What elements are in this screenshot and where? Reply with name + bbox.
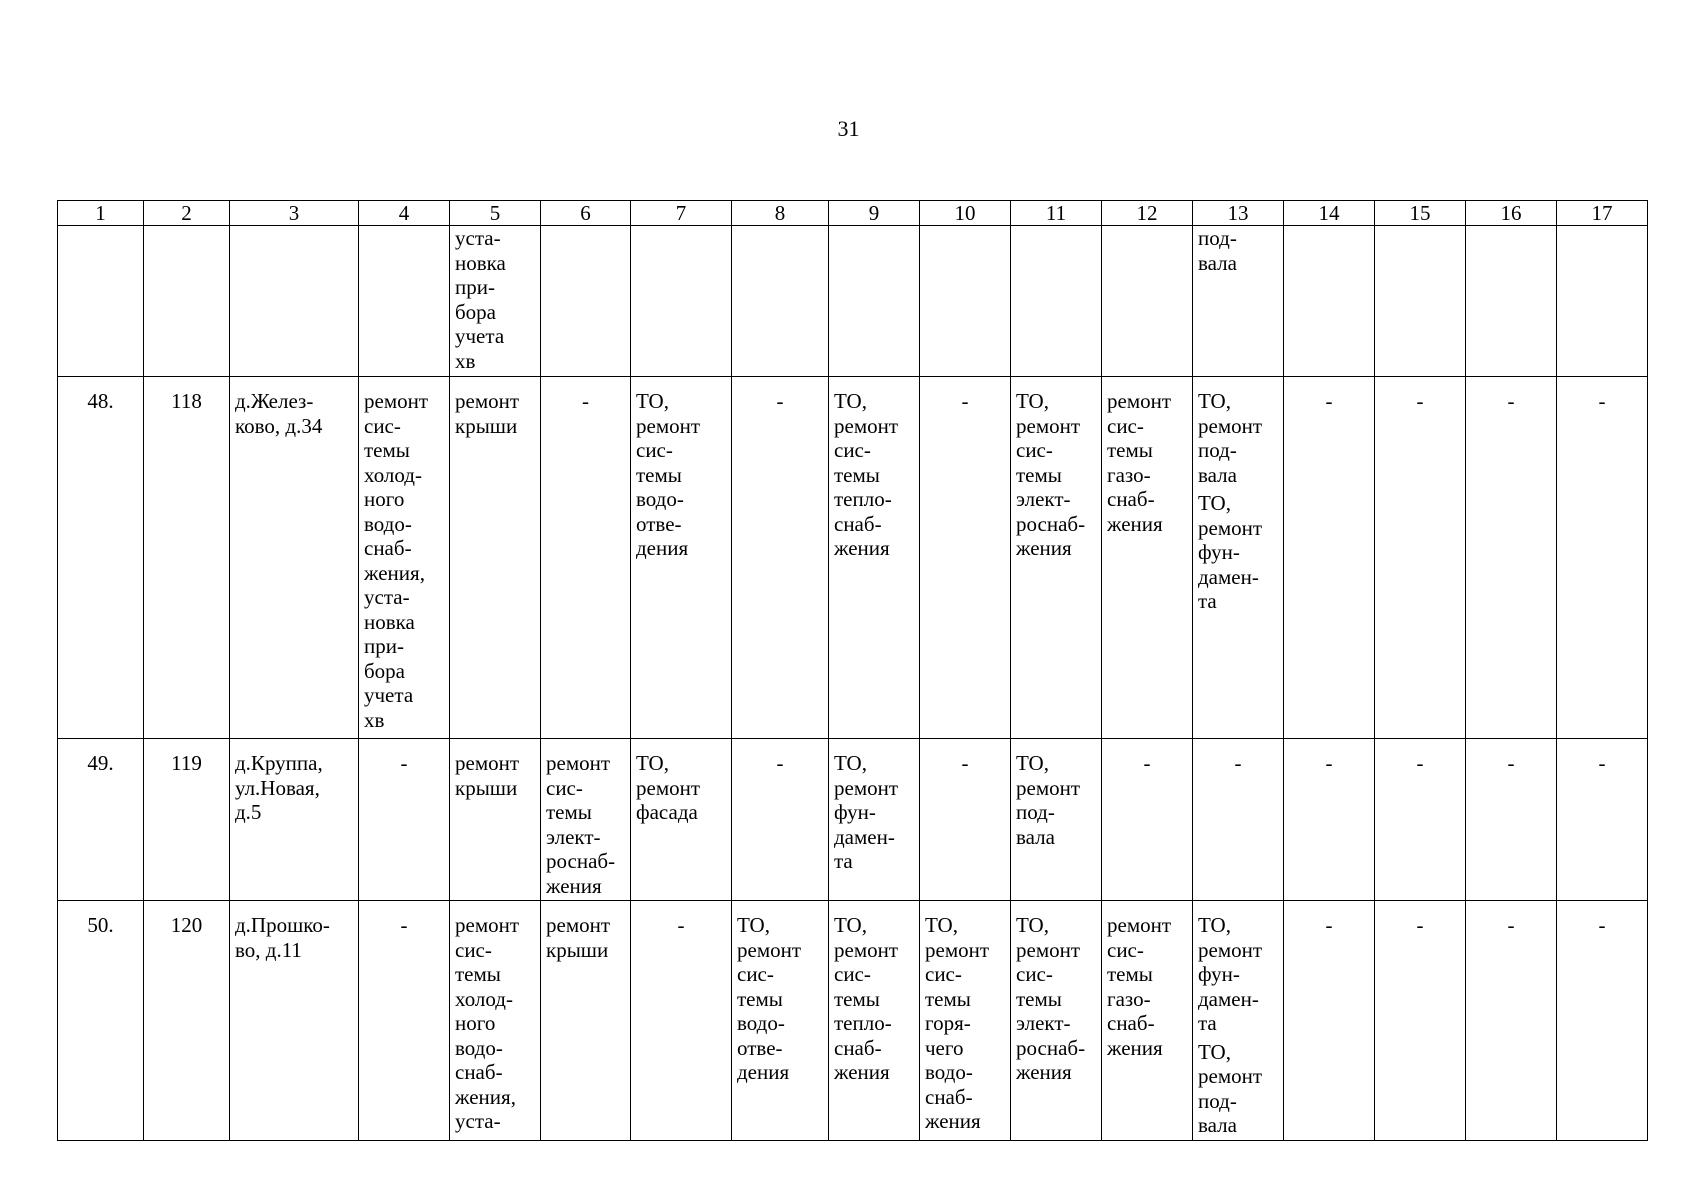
cell-line: учета <box>364 683 414 707</box>
column-number: 17 <box>1557 201 1648 226</box>
work-cell: - <box>920 739 1011 901</box>
work-cell <box>829 377 920 739</box>
cell-line: дамен- <box>834 824 895 849</box>
cell-line: ТО, <box>834 751 867 775</box>
cell-line: роснаб- <box>546 849 616 873</box>
work-cell <box>1011 377 1102 739</box>
cell-line: новка <box>455 250 506 275</box>
column-number: 6 <box>541 201 631 226</box>
cell-line: ТО, <box>1198 913 1231 937</box>
building-id-cell: 118 <box>144 377 230 739</box>
work-cell <box>1102 901 1193 1141</box>
cell-line: холод- <box>455 986 513 1011</box>
work-cell: - <box>1557 739 1648 901</box>
cell-line: ремонт <box>834 413 899 438</box>
cell-line: вала <box>1198 462 1237 487</box>
work-cell <box>541 739 631 901</box>
work-cell <box>631 739 732 901</box>
work-cell <box>541 901 631 1141</box>
cell-line: ремонт <box>546 913 611 937</box>
cell-line: снаб- <box>834 1035 882 1060</box>
work-cell <box>1011 739 1102 901</box>
cell-line: сис- <box>1016 438 1053 462</box>
cell-line: та <box>834 849 853 873</box>
work-cell <box>1011 901 1102 1141</box>
cell-line: жения <box>925 1109 981 1133</box>
cell-line: сис- <box>546 775 583 800</box>
cell-line: ТО, <box>1198 491 1231 515</box>
cell-line: элект- <box>1016 1011 1071 1035</box>
cell-line: дения <box>636 536 689 560</box>
work-cell <box>829 739 920 901</box>
cell-line: жения <box>1107 511 1163 536</box>
cell-line: элект- <box>546 824 601 849</box>
address-cell <box>230 901 359 1141</box>
work-cell <box>450 901 541 1141</box>
column-number: 12 <box>1102 201 1193 226</box>
cell-line: роснаб- <box>1016 511 1086 536</box>
work-cell <box>829 226 920 377</box>
cell-line: снаб- <box>834 511 882 536</box>
work-cell <box>631 377 732 739</box>
address-cell <box>230 226 359 377</box>
column-number: 11 <box>1011 201 1102 226</box>
cell-line: темы <box>925 986 971 1011</box>
cell-line: снаб- <box>364 536 412 560</box>
column-number: 14 <box>1284 201 1375 226</box>
work-cell: - <box>1466 739 1557 901</box>
cell-line: ремонт <box>1107 389 1172 413</box>
work-cell <box>450 377 541 739</box>
cell-line: водо- <box>925 1060 973 1084</box>
work-cell <box>450 739 541 901</box>
cell-line: сис- <box>364 413 401 438</box>
work-cell: - <box>1375 739 1466 901</box>
cell-line: чего <box>925 1035 964 1060</box>
cell-line: сис- <box>1107 413 1144 438</box>
cell-line: газо- <box>1107 986 1151 1011</box>
cell-line: отве- <box>737 1035 783 1060</box>
cell-line: роснаб- <box>1016 1035 1086 1060</box>
column-number: 4 <box>359 201 450 226</box>
column-number: 9 <box>829 201 920 226</box>
column-number: 1 <box>58 201 144 226</box>
cell-line: ремонт <box>925 937 990 962</box>
cell-line: темы <box>546 800 592 824</box>
cell-line: жения <box>546 873 602 898</box>
row-number-cell: 48. <box>58 377 144 739</box>
cell-line: при- <box>364 634 404 658</box>
cell-line: под- <box>1198 438 1237 462</box>
cell-line: при- <box>455 275 495 299</box>
cell-line: дамен- <box>1198 986 1259 1011</box>
cell-line: ремонт <box>834 937 899 962</box>
cell-line: ТО, <box>1016 751 1049 775</box>
work-cell: - <box>732 377 829 739</box>
work-cell: - <box>1284 901 1375 1141</box>
work-cell <box>1102 377 1193 739</box>
cell-line: ТО, <box>834 913 867 937</box>
cell-line: та <box>1198 589 1217 613</box>
page-number: 31 <box>837 116 860 141</box>
work-cell: - <box>1557 901 1648 1141</box>
cell-line: темы <box>1107 438 1153 462</box>
cell-line: под- <box>1016 800 1055 824</box>
cell-line: уста- <box>455 226 501 250</box>
cell-line: горя- <box>925 1011 971 1035</box>
work-cell <box>920 226 1011 377</box>
column-number: 2 <box>144 201 230 226</box>
row-number-cell <box>58 226 144 377</box>
table-row <box>58 377 1648 739</box>
cell-line: вала <box>1198 250 1237 275</box>
work-cell: - <box>1466 901 1557 1141</box>
cell-line: во, д.11 <box>235 937 302 962</box>
work-cell: - <box>1193 739 1284 901</box>
cell-line: жения <box>1016 536 1072 560</box>
cell-line: водо- <box>455 1035 503 1060</box>
work-cell <box>732 226 829 377</box>
table-row <box>58 226 1648 377</box>
address-cell <box>230 739 359 901</box>
cell-line: холод- <box>364 462 422 487</box>
column-number: 13 <box>1193 201 1284 226</box>
cell-line: жения <box>1107 1035 1163 1060</box>
cell-line: жения, <box>364 560 425 585</box>
cell-line: ТО, <box>925 913 958 937</box>
cell-line: вала <box>1016 824 1055 849</box>
work-cell <box>732 901 829 1141</box>
cell-line: фун- <box>1198 540 1240 564</box>
cell-line: ремонт <box>546 751 611 775</box>
cell-line: жения <box>834 536 890 560</box>
cell-line: ного <box>455 1011 496 1035</box>
work-cell <box>829 901 920 1141</box>
cell-line: ремонт <box>636 413 701 438</box>
column-number-header-row <box>58 201 1648 226</box>
cell-line: д.Круппа, <box>235 751 323 775</box>
column-number: 8 <box>732 201 829 226</box>
cell-line: жения <box>1016 1060 1072 1084</box>
work-cell <box>1466 226 1557 377</box>
cell-line: темы <box>636 462 682 487</box>
cell-line: уста- <box>455 1109 501 1133</box>
cell-line: ремонт <box>455 751 520 775</box>
cell-line: фасада <box>636 800 698 824</box>
cell-line: ного <box>364 487 405 511</box>
address-cell <box>230 377 359 739</box>
work-cell: - <box>1557 377 1648 739</box>
cell-line: жения <box>834 1060 890 1084</box>
cell-line: ремонт <box>455 389 520 413</box>
cell-line: сис- <box>834 438 871 462</box>
cell-line: ремонт <box>834 775 899 800</box>
building-id-cell <box>144 226 230 377</box>
cell-line: ТО, <box>1198 1039 1231 1064</box>
cell-line: ремонт <box>1198 515 1263 540</box>
cell-line: сис- <box>1016 962 1053 986</box>
cell-line: крыши <box>455 413 518 438</box>
cell-line: темы <box>834 462 880 487</box>
cell-line: дамен- <box>1198 564 1259 589</box>
row-number-cell: 49. <box>58 739 144 901</box>
cell-line: бора <box>455 299 497 324</box>
work-cell: - <box>732 739 829 901</box>
cell-line: ТО, <box>1198 389 1231 413</box>
cell-line: ремонт <box>1016 775 1081 800</box>
cell-line: жения, <box>455 1084 516 1109</box>
cell-line: хв <box>364 707 385 732</box>
cell-line: д.5 <box>235 800 262 824</box>
cell-line: ремонт <box>737 937 802 962</box>
cell-line: ТО, <box>636 751 669 775</box>
cell-line: ремонт <box>1016 413 1081 438</box>
cell-line: снаб- <box>1107 487 1155 511</box>
column-number: 10 <box>920 201 1011 226</box>
cell-line: новка <box>364 609 415 634</box>
cell-line: темы <box>834 986 880 1011</box>
work-cell: - <box>359 901 450 1141</box>
cell-line: ремонт <box>364 389 429 413</box>
cell-line: снаб- <box>455 1060 503 1084</box>
work-cell <box>1284 226 1375 377</box>
work-cell: - <box>1375 377 1466 739</box>
work-cell: - <box>1466 377 1557 739</box>
repair-schedule-table <box>57 200 1648 1141</box>
cell-line: ремонт <box>1198 1064 1263 1088</box>
cell-line: ТО, <box>636 389 669 413</box>
cell-line: ремонт <box>636 775 701 800</box>
cell-line: темы <box>1016 462 1062 487</box>
work-cell: - <box>1375 901 1466 1141</box>
column-number: 5 <box>450 201 541 226</box>
cell-line: темы <box>737 986 783 1011</box>
cell-line: темы <box>1107 962 1153 986</box>
work-cell <box>359 377 450 739</box>
column-number: 7 <box>631 201 732 226</box>
work-cell: - <box>1284 377 1375 739</box>
cell-line: фун- <box>834 800 876 824</box>
cell-line: темы <box>364 438 410 462</box>
cell-line: снаб- <box>925 1084 973 1109</box>
work-cell: - <box>1102 739 1193 901</box>
work-cell: - <box>1284 739 1375 901</box>
column-number: 16 <box>1466 201 1557 226</box>
cell-line: под- <box>1198 1088 1237 1113</box>
column-number: 15 <box>1375 201 1466 226</box>
cell-line: водо- <box>737 1011 785 1035</box>
cell-line: сис- <box>1107 937 1144 962</box>
work-cell <box>1193 377 1284 739</box>
cell-line: тепло- <box>834 1011 892 1035</box>
cell-line: ково, д.34 <box>235 413 323 438</box>
work-cell <box>1557 226 1648 377</box>
cell-line: сис- <box>737 962 774 986</box>
work-cell: - <box>920 377 1011 739</box>
cell-line: снаб- <box>1107 1011 1155 1035</box>
work-cell: - <box>541 377 631 739</box>
cell-line: ремонт <box>455 913 520 937</box>
cell-line: вала <box>1198 1113 1237 1137</box>
cell-line: ТО, <box>834 389 867 413</box>
cell-line: крыши <box>546 937 609 962</box>
work-cell: - <box>631 901 732 1141</box>
cell-line: ТО, <box>1016 913 1049 937</box>
building-id-cell: 119 <box>144 739 230 901</box>
cell-line: учета <box>455 324 505 348</box>
work-cell <box>450 226 541 377</box>
cell-line: ТО, <box>1016 389 1049 413</box>
cell-line: та <box>1198 1011 1217 1035</box>
cell-line: ремонт <box>1016 937 1081 962</box>
cell-line: сис- <box>834 962 871 986</box>
cell-line: дения <box>737 1060 790 1084</box>
building-id-cell: 120 <box>144 901 230 1141</box>
cell-line: темы <box>1016 986 1062 1011</box>
work-cell <box>1011 226 1102 377</box>
cell-line: ТО, <box>737 913 770 937</box>
cell-line: хв <box>455 348 476 373</box>
cell-line: уста- <box>364 585 410 609</box>
cell-line: элект- <box>1016 487 1071 511</box>
cell-line: д.Прошко- <box>235 913 330 937</box>
cell-line: д.Желез- <box>235 389 314 413</box>
cell-line: ремонт <box>1198 413 1263 438</box>
cell-line: газо- <box>1107 462 1151 487</box>
cell-line: сис- <box>455 937 492 962</box>
work-cell <box>359 226 450 377</box>
cell-line: отве- <box>636 511 682 536</box>
cell-line: водо- <box>364 511 412 536</box>
cell-line: водо- <box>636 487 684 511</box>
table-row <box>58 739 1648 901</box>
column-number: 3 <box>230 201 359 226</box>
work-cell <box>1375 226 1466 377</box>
cell-line: темы <box>455 962 501 986</box>
work-cell <box>1193 226 1284 377</box>
cell-line: крыши <box>455 775 518 800</box>
work-cell: - <box>359 739 450 901</box>
work-entry <box>1198 1040 1283 1138</box>
cell-line: сис- <box>925 962 962 986</box>
cell-line: фун- <box>1198 962 1240 986</box>
work-entry <box>1198 913 1283 1036</box>
cell-line: тепло- <box>834 487 892 511</box>
row-number-cell: 50. <box>58 901 144 1141</box>
cell-line: ремонт <box>1107 913 1172 937</box>
cell-line: бора <box>364 658 406 683</box>
work-entry <box>1198 491 1283 614</box>
cell-line: сис- <box>636 438 673 462</box>
work-cell <box>1193 901 1284 1141</box>
work-entry <box>1198 389 1283 487</box>
work-cell <box>1102 226 1193 377</box>
work-cell <box>541 226 631 377</box>
table-row <box>58 901 1648 1141</box>
work-cell <box>920 901 1011 1141</box>
cell-line: под- <box>1198 226 1237 250</box>
cell-line: ул.Новая, <box>235 775 320 800</box>
cell-line: ремонт <box>1198 937 1263 962</box>
work-cell <box>631 226 732 377</box>
